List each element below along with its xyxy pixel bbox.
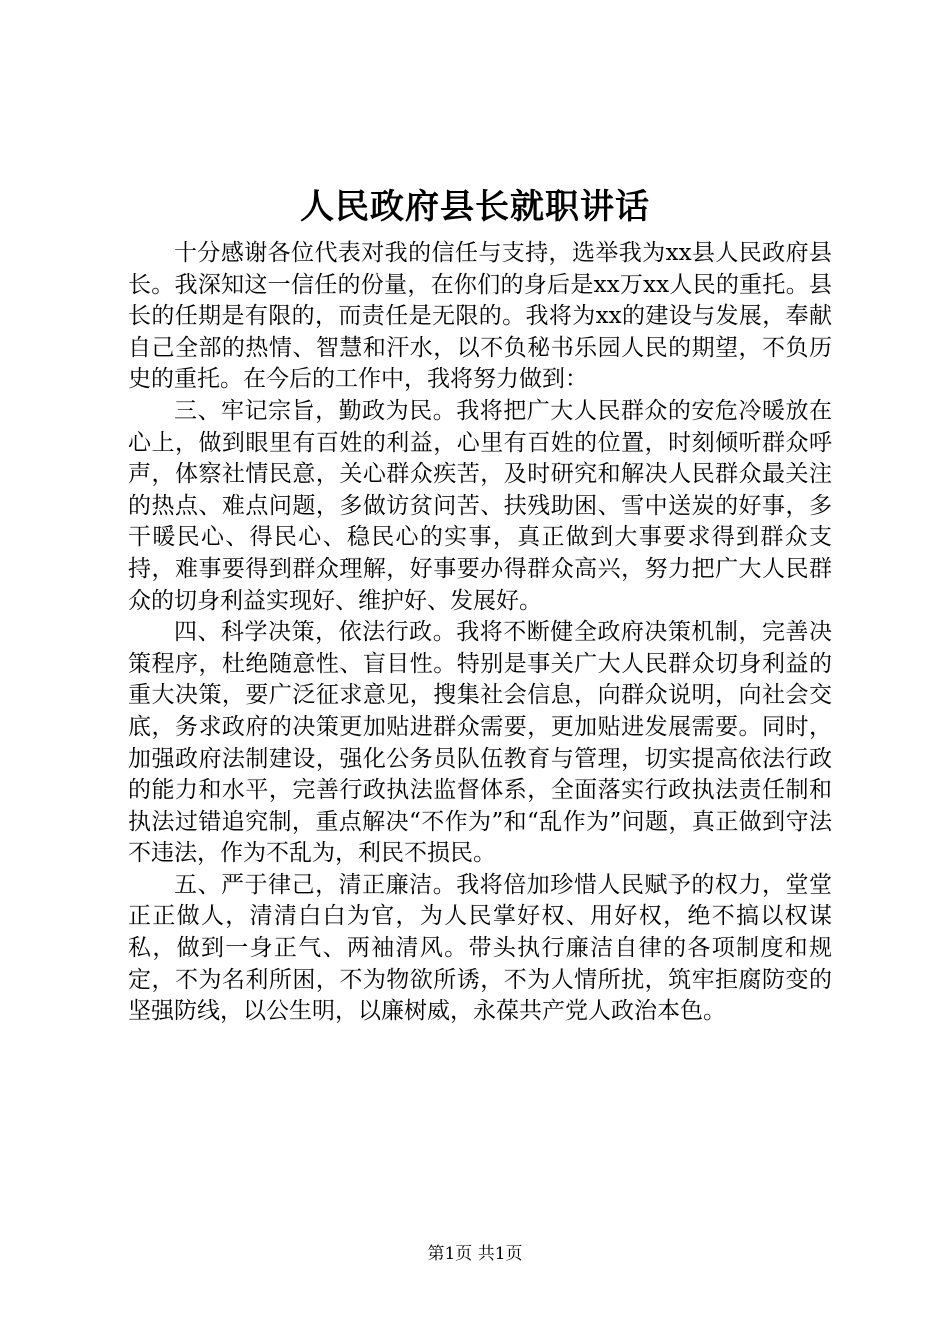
document-body	[128, 238, 832, 1028]
paragraph-section-four: 四、科学决策，依法行政。我将不断健全政府决策机制，完善决策程序，杜绝随意性、盲目性。特别是事关广大人民群众切身利益的重大决策，要广泛征求意见，搜集社会信息，向群众说明，向社会交底，务求政府的决策更加贴进群众需要，更加贴进发展需要。同时，加强政府法制建设，强化公务员队伍教育与管理，切实提高依法行政的能力和水平，完善行政执法监督体系，全面落实行政执法责任制和执法过错追究制，重点解决“不作为”和“乱作为”问题，真正做到守法不违法，作为不乱为，利民不损民。	[128, 619, 832, 867]
page-footer: 第1页 共1页	[427, 1244, 523, 1264]
paragraph-section-five: 五、严于律己，清正廉洁。我将倍加珍惜人民赋予的权力，堂堂正正做人，清清白白为官，为人民掌好权、用好权，绝不搞以权谋私，做到一身正气、两袖清风。带头执行廉洁自律的各项制度和规定，不为名利所困，不为物欲所诱，不为人情所扰，筑牢拒腐防变的坚强防线，以公生明，以廉树威，永葆共产党人政治本色。	[128, 871, 832, 1025]
paragraph-intro: 十分感谢各位代表对我的信任与支持，选举我为xx县人民政府县长。我深知这一信任的份量，在你们的身后是xx万xx人民的重托。县长的任期是有限的，而责任是无限的。我将为xx的建设与发展，奉献自己全部的热情、智慧和汗水，以不负秘书乐园人民的期望，不负历史的重托。在今后的工作中，我将努力做到：	[128, 240, 832, 393]
document-title: 人民政府县长就职讲话	[300, 187, 650, 227]
paragraph-section-three: 三、牢记宗旨，勤政为民。我将把广大人民群众的安危冷暖放在心上，做到眼里有百姓的利益，心里有百姓的位置，时刻倾听群众呼声，体察社情民意，关心群众疾苦，及时研究和解决人民群众最关注的热点、难点问题，多做访贫问苦、扶残助困、雪中送炭的好事，多干暖民心、得民心、稳民心的实事，真正做到大事要求得到群众支持，难事要得到群众理解，好事要办得群众高兴，努力把广大人民群众的切身利益实现好、维护好、发展好。	[128, 397, 832, 614]
